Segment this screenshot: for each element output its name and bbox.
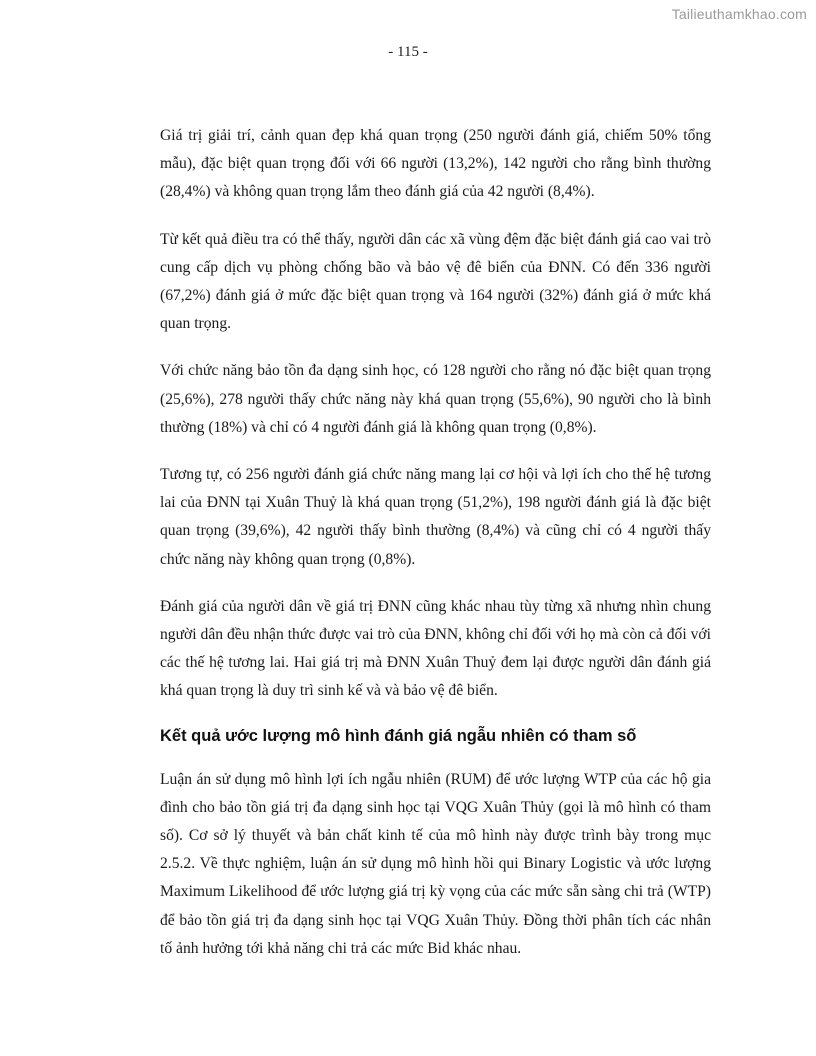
watermark-text: Tailieuthamkhao.com [671,6,807,22]
paragraph-biodiversity: Với chức năng bảo tồn đa dạng sinh học, có 128 người cho rằng nó đặc biệt quan trọng (25,6%), 278 người thấy chức năng này khá quan trọng (55,6%), 90 người cho là bình thường (18%) và chỉ có 4 người đánh giá là không quan trọng (0,8%). [160,362,711,436]
paragraph-summary: Đánh giá của người dân về giá trị ĐNN cũng khác nhau tùy từng xã nhưng nhìn chung người dân đều nhận thức được vai trò của ĐNN, không chỉ đối với họ mà còn cả đối với các thế hệ tương lai. Hai giá trị mà ĐNN Xuân Thuỷ đem lại được người dân đánh giá khá quan trọng là duy trì sinh kế và và bảo vệ đê biển. [160,597,711,700]
paragraph-entertainment-value: Giá trị giải trí, cảnh quan đẹp khá quan trọng (250 người đánh giá, chiếm 50% tổng mẫu), đặc biệt quan trọng đối với 66 người (13,2%), 142 người cho rằng bình thường (28,4%) và không quan trọng lắm theo đánh giá của 42 người (8,4%). [160,127,711,201]
page-number: - 115 - [388,44,428,60]
paragraph-model-description: Luận án sử dụng mô hình lợi ích ngẫu nhiên (RUM) để ước lượng WTP của các hộ gia đình cho bảo tồn giá trị đa dạng sinh học tại VQG Xuân Thủy (gọi là mô hình có tham số). Cơ sở lý thuyết và bản chất kinh tế của mô hình này được trình bày trong mục 2.5.2. Về thực nghiệm, luận án sử dụng mô hình hồi qui Binary Logistic và ước lượng Maximum Likelihood để ước lượng giá trị kỳ vọng của các mức sẵn sàng chi trả (WTP) để bảo tồn giá trị đa dạng sinh học tại VQG Xuân Thủy. Đồng thời phân tích các nhân tố ảnh hưởng tới khả năng chi trả các mức Bid khác nhau. [160,770,711,957]
section-heading: Kết quả ước lượng mô hình đánh giá ngẫu nhiên có tham số [160,726,637,745]
paragraph-storm-protection: Từ kết quả điều tra có thể thấy, người dân các xã vùng đệm đặc biệt đánh giá cao vai trò cung cấp dịch vụ phòng chống bão và bảo vệ đê biển của ĐNN. Có đến 336 người (67,2%) đánh giá ở mức đặc biệt quan trọng và 164 người (32%) đánh giá ở mức khá quan trọng. [160,230,711,333]
document-body [160,122,711,982]
paragraph-future-generations: Tương tự, có 256 người đánh giá chức năng mang lại cơ hội và lợi ích cho thế hệ tương lai của ĐNN tại Xuân Thuỷ là khá quan trọng (51,2%), 198 người đánh giá là đặc biệt quan trọng (39,6%), 42 người thấy bình thường (8,4%) và cũng chỉ có 4 người thấy chức năng này không quan trọng (0,8%). [160,466,711,568]
